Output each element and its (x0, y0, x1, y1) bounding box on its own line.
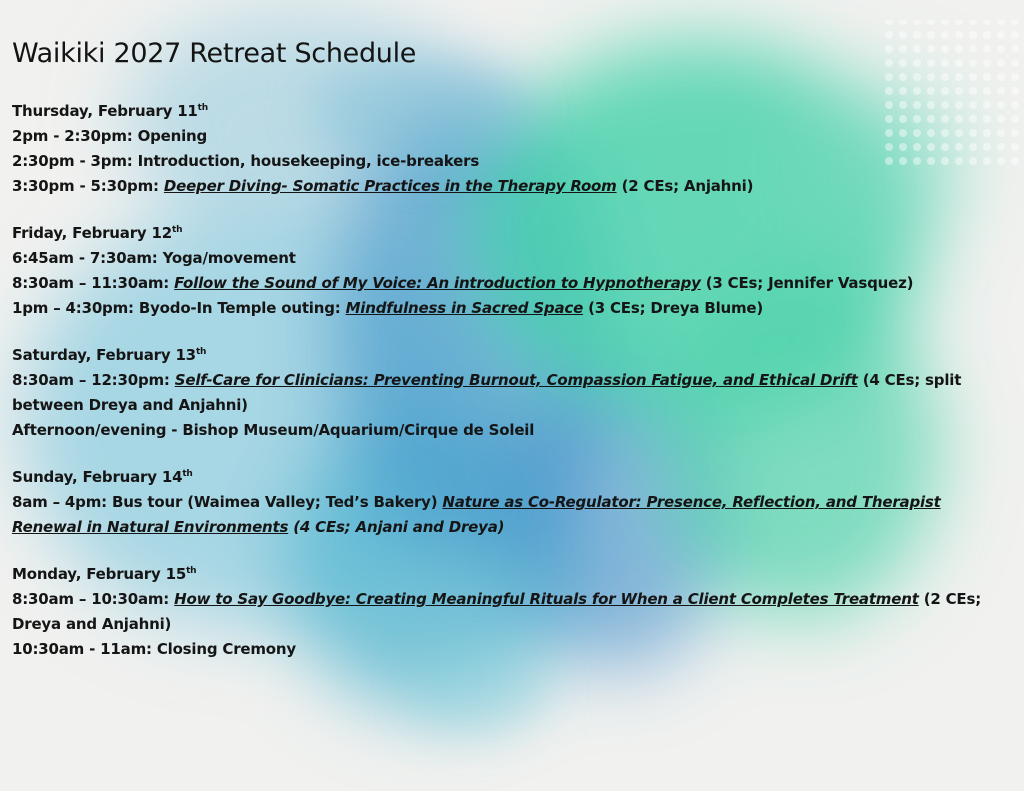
page-title: Waikiki 2027 Retreat Schedule (12, 38, 417, 69)
day-thursday (12, 99, 1012, 199)
day-heading: Monday, February 15th (12, 565, 197, 583)
session-title: Nature as Co-Regulator: Presence, Reflection, and Therapist Renewal in Natural Environments (12, 493, 941, 536)
day-heading: Friday, February 12th (12, 224, 183, 242)
session-title: Self-Care for Clinicians: Preventing Burnout, Compassion Fatigue, and Ethical Drift (174, 371, 858, 389)
day-heading: Saturday, February 13th (12, 346, 207, 364)
day-friday (12, 221, 1012, 321)
session-title: How to Say Goodbye: Creating Meaningful Rituals for When a Client Completes Treatment (174, 590, 919, 608)
session-title: Deeper Diving- Somatic Practices in the Therapy Room (163, 177, 617, 195)
schedule-item: 1pm – 4:30pm: Byodo-In Temple outing: Mindfulness in Sacred Space (3 CEs; Dreya Blume) (12, 299, 764, 317)
schedule-document (12, 38, 1012, 684)
schedule-item: 2:30pm - 3pm: Introduction, housekeeping, ice-breakers (12, 152, 480, 170)
schedule-item: 8:30am – 11:30am: Follow the Sound of My Voice: An introduction to Hypnotherapy (3 CEs; Jennifer Vasquez) (12, 274, 914, 292)
schedule-item: 8am – 4pm: Bus tour (Waimea Valley; Ted’s Bakery) Nature as Co-Regulator: Presence, Reflection, and Therapist Renewal in Natural Environments (4 CEs; Anjani and Dreya) (12, 493, 941, 536)
day-saturday (12, 343, 1012, 443)
day-heading: Thursday, February 11th (12, 102, 208, 120)
schedule-item: 3:30pm - 5:30pm: Deeper Diving- Somatic Practices in the Therapy Room (2 CEs; Anjahni) (12, 177, 754, 195)
schedule-item: 8:30am – 10:30am: How to Say Goodbye: Creating Meaningful Rituals for When a Client Completes Treatment (2 CEs; Dreya and Anjahni) (12, 590, 981, 633)
schedule-item: Afternoon/evening - Bishop Museum/Aquarium/Cirque de Soleil (12, 421, 535, 439)
session-title: Follow the Sound of My Voice: An introduction to Hypnotherapy (174, 274, 701, 292)
schedule-item: 8:30am – 12:30pm: Self-Care for Clinicians: Preventing Burnout, Compassion Fatigue, and Ethical Drift (4 CEs; split between Dreya and Anjahni) (12, 371, 962, 414)
schedule-item: 2pm - 2:30pm: Opening (12, 127, 208, 145)
day-monday (12, 562, 1012, 662)
schedule-item: 6:45am - 7:30am: Yoga/movement (12, 249, 296, 267)
session-title: Mindfulness in Sacred Space (345, 299, 584, 317)
day-sunday (12, 465, 1012, 540)
schedule-item: 10:30am - 11am: Closing Cremony (12, 640, 296, 658)
day-heading: Sunday, February 14th (12, 468, 193, 486)
